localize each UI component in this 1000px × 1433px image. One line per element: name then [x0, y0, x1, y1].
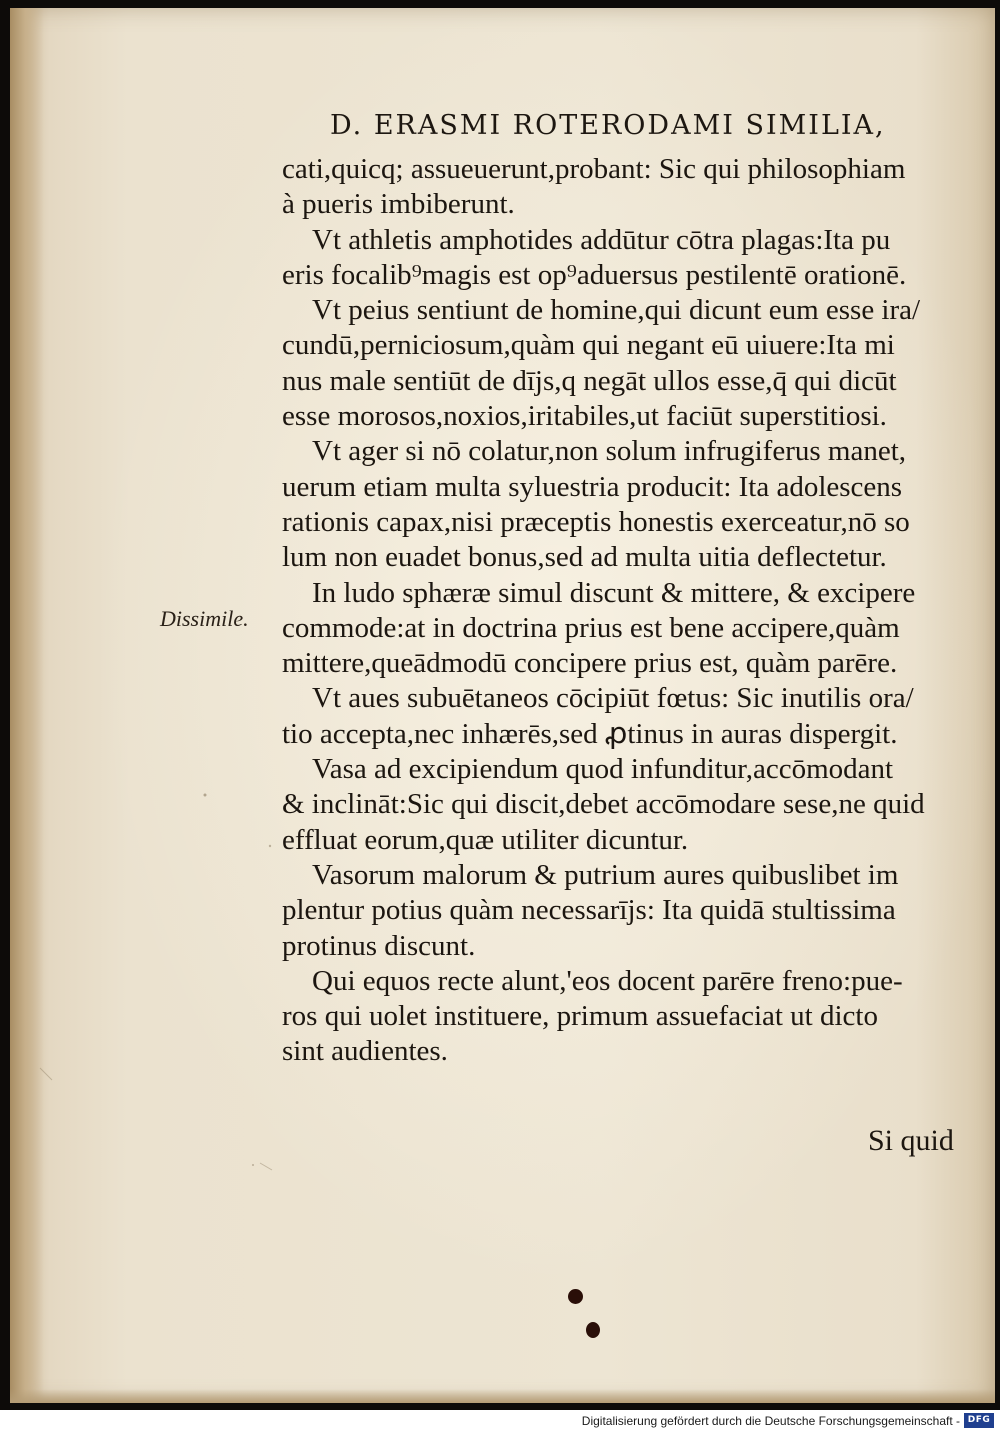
text-line: ros qui uolet instituere, primum assuefaciat ut dicto — [282, 1000, 878, 1033]
text-line: plentur potius quàm necessarījs: Ita quidā stultissima — [282, 894, 896, 927]
text-line: In ludo sphæræ simul discunt & mittere, & excipere — [312, 576, 916, 609]
text-line: lum non euadet bonus,sed ad multa uitia deflectetur. — [282, 541, 887, 574]
text-line: & inclināt:Sic qui discit,debet accōmodare sese,ne quid — [282, 788, 925, 821]
text-line: esse morosos,noxios,iritabiles,ut faciūt superstitiosi. — [282, 400, 887, 433]
text-line: Vt ager si nō colatur,non solum infrugiferus manet, — [312, 435, 907, 468]
text-line: uerum etiam multa syluestria producit: Ita adolescens — [282, 470, 903, 503]
catchword: Si quid — [868, 1124, 954, 1157]
text-line: tio accepta,nec inhærēs,sed ꝓtinus in auras dispergit. — [282, 717, 898, 750]
footer-credit: Digitalisierung gefördert durch die Deutsche Forschungsgemeinschaft - — [581, 1414, 960, 1428]
text-line: à pueris imbiberunt. — [282, 188, 515, 221]
text-line: protinus discunt. — [282, 929, 476, 962]
text-line: cundū,perniciosum,quàm qui negant eū uiuere:Ita mi — [282, 329, 895, 362]
running-head: D. ERASMI ROTERODAMI SIMILIA, — [330, 110, 886, 141]
text-line: Vasorum malorum & putrium aures quibuslibet im — [312, 858, 899, 891]
text-line: commode:at in doctrina prius est bene accipere,quàm — [282, 611, 900, 644]
text-line: Qui equos recte alunt,'eos docent parēre freno:pue- — [312, 964, 903, 997]
margin-note: Dissimile. — [160, 606, 249, 631]
text-line: effluat eorum,quæ utiliter dicuntur. — [282, 823, 689, 856]
footer-bar — [0, 1410, 1000, 1433]
text-line: Vt peius sentiunt de homine,qui dicunt eum esse ira/ — [312, 294, 921, 327]
text-line: sint audientes. — [282, 1035, 448, 1068]
book-page — [10, 8, 995, 1403]
ink-dot — [568, 1289, 583, 1304]
text-line: cati,quicq; assueuerunt,probant: Sic qui philosophiam — [282, 153, 906, 185]
text-line: Vt aues subuētaneos cōcipiūt fœtus: Sic inutilis ora/ — [312, 682, 914, 715]
text-line: eris focalib⁹magis est op⁹aduersus pestilentē orationē. — [282, 258, 907, 291]
text-line: Vasa ad excipiendum quod infunditur,accōmodant — [312, 753, 894, 786]
text-line: rationis capax,nisi præceptis honestis exerceatur,nō so — [282, 505, 910, 538]
main-text — [282, 152, 972, 1070]
dfg-logo: DFG — [964, 1413, 994, 1428]
text-line: Vt athletis amphotides addūtur cōtra plagas:Ita pu — [312, 223, 891, 256]
text-line: mittere,queādmodū concipere prius est, quàm parēre. — [282, 647, 898, 680]
text-line: nus male sentiūt de dījs,q negāt ullos esse,q̄ qui dicūt — [282, 364, 897, 397]
ink-dot — [586, 1322, 600, 1338]
